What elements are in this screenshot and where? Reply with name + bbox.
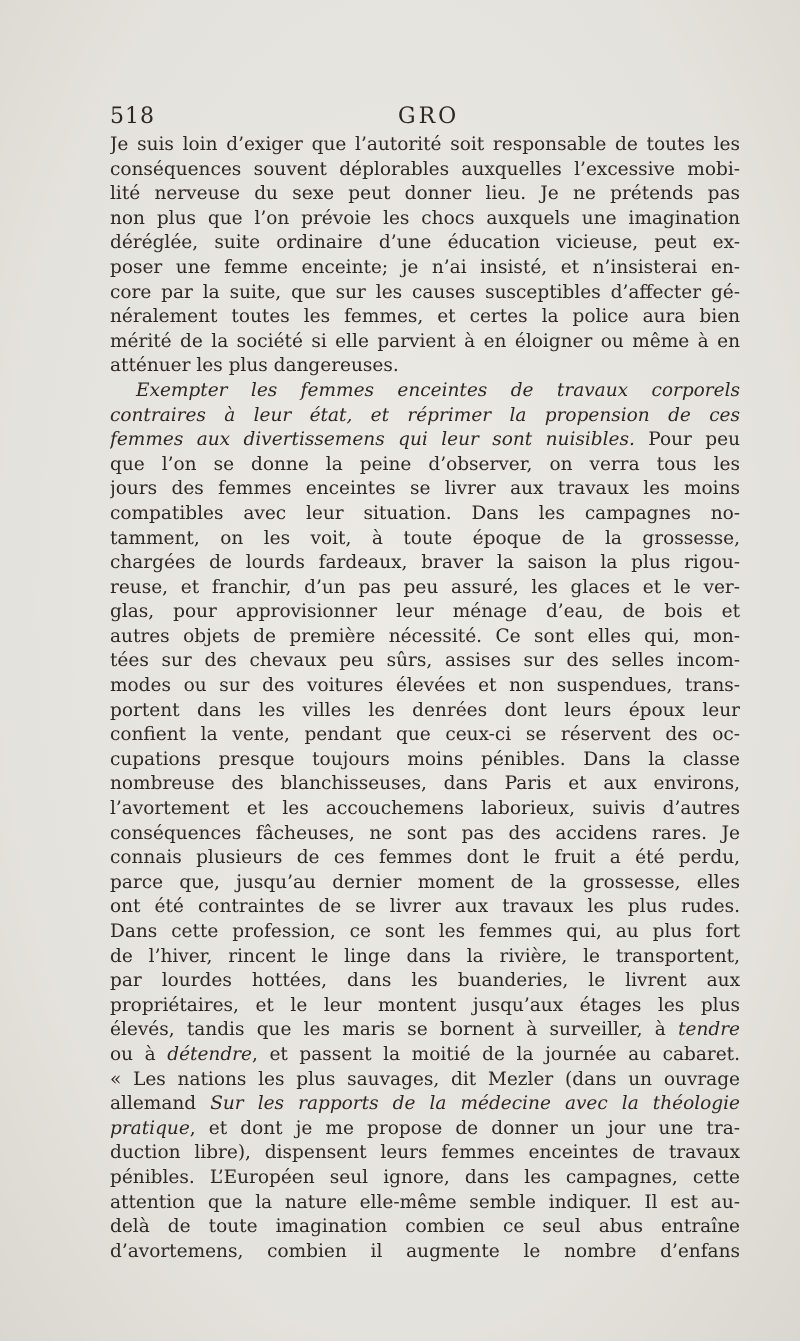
text-segment: glas, pour approvisionner leur ménage d’eau, de bois et — [110, 601, 740, 623]
text-segment: que l’on se donne la peine d’observer, on verra tous les — [110, 453, 740, 475]
text-segment: autres objets de première nécessité. Ce sont elles qui, mon- — [110, 625, 740, 647]
text-line — [110, 527, 740, 552]
text-segment: conséquences souvent déplorables auxquelles l’excessive mobi- — [110, 158, 740, 180]
body-text — [110, 133, 740, 1264]
text-line — [110, 969, 740, 994]
text-line — [110, 404, 740, 429]
text-line — [110, 871, 740, 896]
text-segment: Pour peu — [634, 429, 740, 451]
text-line — [110, 354, 740, 379]
text-line — [110, 182, 740, 207]
text-segment: chargées de lourds fardeaux, braver la saison la plus rigou- — [110, 552, 740, 574]
text-segment: connais plusieurs de ces femmes dont le fruit a été perdu, — [110, 847, 740, 869]
text-line — [110, 379, 740, 404]
text-segment: attention que la nature elle-même semble indiquer. Il est au- — [110, 1191, 740, 1213]
text-line — [110, 1043, 740, 1068]
italic-text: Exempter les femmes enceintes de travaux corporels — [136, 379, 740, 401]
text-line — [110, 797, 740, 822]
text-line — [110, 600, 740, 625]
text-line — [110, 1166, 740, 1191]
text-segment: conséquences fâcheuses, ne sont pas des accidens rares. Je — [110, 822, 740, 844]
italic-text: Sur les rapports de la médecine avec la théologie — [210, 1093, 740, 1115]
text-line — [110, 1141, 740, 1166]
text-line — [110, 256, 740, 281]
text-line — [110, 1191, 740, 1216]
text-segment: , et dont je me propose de donner un jour une tra- — [189, 1117, 740, 1139]
text-segment: lité nerveuse du sexe peut donner lieu. Je ne prétends pas — [110, 183, 740, 205]
text-segment: ont été contraintes de se livrer aux travaux les plus rudes. — [110, 896, 740, 918]
text-segment: compatibles avec leur situation. Dans les campagnes no- — [110, 502, 740, 524]
text-line — [110, 428, 740, 453]
text-segment: reuse, et franchir, d’un pas peu assuré, les glaces et le ver- — [110, 576, 740, 598]
text-line — [110, 772, 740, 797]
page-number: 518 — [110, 104, 155, 129]
text-line — [110, 748, 740, 773]
text-segment: tamment, on les voit, à toute époque de la grossesse, — [110, 527, 740, 549]
text-segment: parce que, jusqu’au dernier moment de la grossesse, elles — [110, 871, 740, 893]
text-line — [110, 207, 740, 232]
text-segment: modes ou sur des voitures élevées et non suspendues, trans- — [110, 675, 740, 697]
text-line — [110, 945, 740, 970]
text-line — [110, 920, 740, 945]
text-line — [110, 453, 740, 478]
text-segment: de l’hiver, rincent le linge dans la rivière, le transportent, — [110, 945, 740, 967]
text-segment: cupations presque toujours moins pénibles. Dans la classe — [110, 748, 740, 770]
text-segment: ou à — [110, 1043, 168, 1065]
text-segment: par lourdes hottées, dans les buanderies, le livrent aux — [110, 970, 740, 992]
italic-text: contraires à leur état, et réprimer la propension de ces — [110, 404, 740, 426]
text-segment: core par la suite, que sur les causes susceptibles d’affecter gé- — [110, 281, 740, 303]
text-segment: jours des femmes enceintes se livrer aux travaux les moins — [110, 478, 740, 500]
text-segment: « Les nations les plus sauvages, dit Mezler (dans un ouvrage — [110, 1068, 740, 1090]
text-segment: portent dans les villes les denrées dont leurs époux leur — [110, 699, 740, 721]
text-line — [110, 305, 740, 330]
text-segment: mérité de la société si elle parvient à en éloigner ou même à en — [110, 330, 740, 352]
italic-text: tendre — [678, 1019, 740, 1041]
text-line — [110, 1215, 740, 1240]
text-line — [110, 1068, 740, 1093]
text-segment: néralement toutes les femmes, et certes la police aura bien — [110, 306, 740, 328]
text-line — [110, 133, 740, 158]
text-segment: poser une femme enceinte; je n’ai insisté, et n’insisterai en- — [110, 256, 740, 278]
text-line — [110, 994, 740, 1019]
text-line — [110, 723, 740, 748]
text-line — [110, 576, 740, 601]
text-segment: confient la vente, pendant que ceux-ci se réservent des oc- — [110, 724, 740, 746]
text-line — [110, 231, 740, 256]
text-segment: pénibles. L’Européen seul ignore, dans les campagnes, cette — [110, 1166, 740, 1188]
text-segment: d’avortemens, combien il augmente le nombre d’enfans — [110, 1240, 740, 1262]
text-line — [110, 551, 740, 576]
text-segment: delà de toute imagination combien ce seul abus entraîne — [110, 1216, 740, 1238]
text-line — [110, 674, 740, 699]
text-segment: Je suis loin d’exiger que l’autorité soit responsable de toutes les — [110, 134, 740, 155]
text-line — [110, 1092, 740, 1117]
text-line — [110, 1117, 740, 1142]
text-line — [110, 1018, 740, 1043]
text-segment: tées sur des chevaux peu sûrs, assises sur des selles incom- — [110, 650, 740, 672]
text-line — [110, 330, 740, 355]
text-line — [110, 158, 740, 183]
text-line — [110, 846, 740, 871]
running-head: GRO — [398, 104, 460, 129]
text-segment: élevés, tandis que les maris se bornent à surveiller, à — [110, 1019, 679, 1041]
text-segment: nombreuse des blanchisseuses, dans Paris et aux environs, — [110, 773, 740, 795]
text-line — [110, 822, 740, 847]
text-segment: l’avortement et les accouchemens laborieux, suivis d’autres — [110, 798, 740, 820]
text-line — [110, 502, 740, 527]
text-segment: atténuer les plus dangereuses. — [110, 355, 399, 377]
italic-text: pratique — [110, 1117, 190, 1139]
text-line — [110, 699, 740, 724]
text-segment: propriétaires, et le leur montent jusqu’aux étages les plus — [110, 994, 740, 1016]
text-segment: non plus que l’on prévoie les chocs auxquels une imagination — [110, 207, 740, 229]
text-segment: duction libre), dispensent leurs femmes enceintes de travaux — [110, 1142, 740, 1164]
text-line — [110, 895, 740, 920]
italic-text: femmes aux divertissemens qui leur sont nuisibles. — [110, 429, 635, 451]
text-line — [110, 1240, 740, 1265]
text-line — [110, 649, 740, 674]
text-line — [110, 477, 740, 502]
text-segment: , et passent la moitié de la journée au cabaret. — [251, 1043, 740, 1065]
text-segment: allemand — [110, 1093, 211, 1115]
text-line — [110, 625, 740, 650]
italic-text: détendre — [167, 1043, 252, 1065]
page-header — [110, 104, 740, 134]
text-segment: Dans cette profession, ce sont les femmes qui, au plus fort — [110, 921, 740, 942]
text-segment: déréglée, suite ordinaire d’une éducation vicieuse, peut ex- — [110, 232, 740, 254]
text-line — [110, 281, 740, 306]
